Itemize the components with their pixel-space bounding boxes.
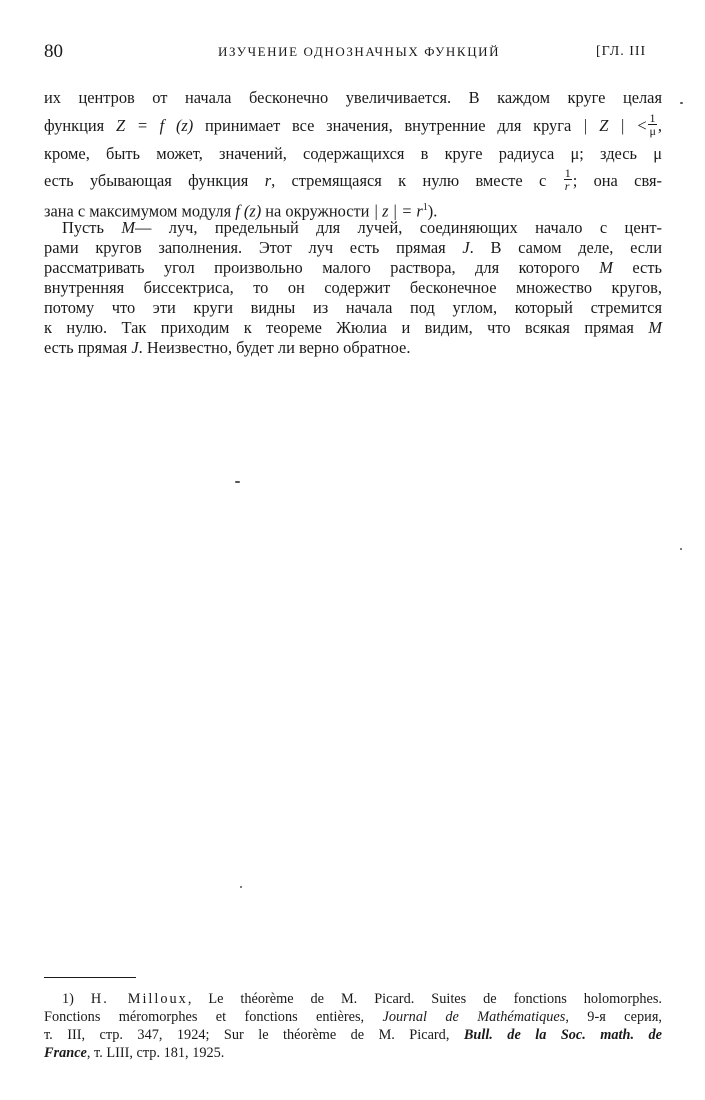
fraction-one-over-mu: $\frac{1}{\mu}$ xyxy=(649,110,656,138)
text-line-1: их центров от начала бесконечно увеличивается. В каждом круге целая xyxy=(44,88,662,107)
text-line-2: функция Z = f (z) принимает все значения, внутренние для круга | Z | < $\frac{1}{\mu}$ , xyxy=(44,110,662,138)
para2-line-2: рами кругов заполнения. Этот луч есть прямая J. В самом деле, если xyxy=(44,238,663,257)
formula-abs-z: | Z | < xyxy=(583,116,648,135)
footnote-rule xyxy=(44,977,136,978)
para2-line-5: потому что эти круги видны из начала под углом, который стремится xyxy=(44,298,662,317)
footnote-line-4: France, т. LIII, стр. 181, 1925. xyxy=(44,1045,225,1061)
running-title: ИЗУЧЕНИЕ ОДНОЗНАЧНЫХ ФУНКЦИЙ xyxy=(218,44,501,59)
scan-speck xyxy=(240,886,242,888)
scan-speck xyxy=(680,548,682,550)
formula-abs-z-eq-r: | z | = r xyxy=(373,201,423,221)
scan-speck xyxy=(680,102,683,104)
page-number: 80 xyxy=(44,41,63,62)
footnote-line-3: т. III, стр. 347, 1924; Sur le théorème de M. Picard, Bull. de la Soc. math. de xyxy=(44,1027,662,1043)
chapter-label: [ГЛ. III xyxy=(596,44,647,59)
para2-line-1: Пусть M— луч, предельный для лучей, соединяющих начало с цент- xyxy=(62,218,662,237)
formula-z-eq-fz: Z = f (z) xyxy=(115,116,194,135)
text-line-4: есть убывающая функция r, стремящаяся к нулю вместе с $\frac{1}{r}$ ; она свя- xyxy=(44,165,662,193)
fraction-one-over-r: $\frac{1}{r}$ xyxy=(564,165,571,193)
text-line-5: зана с максимумом модуля f (z) на окружности | z | = $r^1$). xyxy=(44,201,438,221)
footnote-ref: 1 xyxy=(422,202,428,213)
footnote-line-1: 1) H. Milloux, Le théorème de M. Picard. Suites de fonctions holomorphes. xyxy=(62,991,662,1007)
para2-line-3: рассматривать угол произвольно малого раствора, для которого M есть xyxy=(44,258,662,277)
text-line-3: кроме, быть может, значений, содержащихся в круге радиуса μ; здесь μ xyxy=(44,144,662,163)
para2-line-6: к нулю. Так приходим к теореме Жюлиа и видим, что всякая прямая M xyxy=(44,318,662,337)
para2-line-7: есть прямая J. Неизвестно, будет ли верно обратное. xyxy=(44,338,411,357)
para2-line-4: внутренняя биссектриса, то он содержит бесконечное множество кругов, xyxy=(44,278,662,297)
footnote-line-2: Fonctions méromorphes et fonctions entières, Journal de Mathématiques, 9-я серия, xyxy=(44,1009,662,1025)
scan-speck xyxy=(235,481,240,483)
footnote-author: H. Milloux xyxy=(90,991,188,1007)
